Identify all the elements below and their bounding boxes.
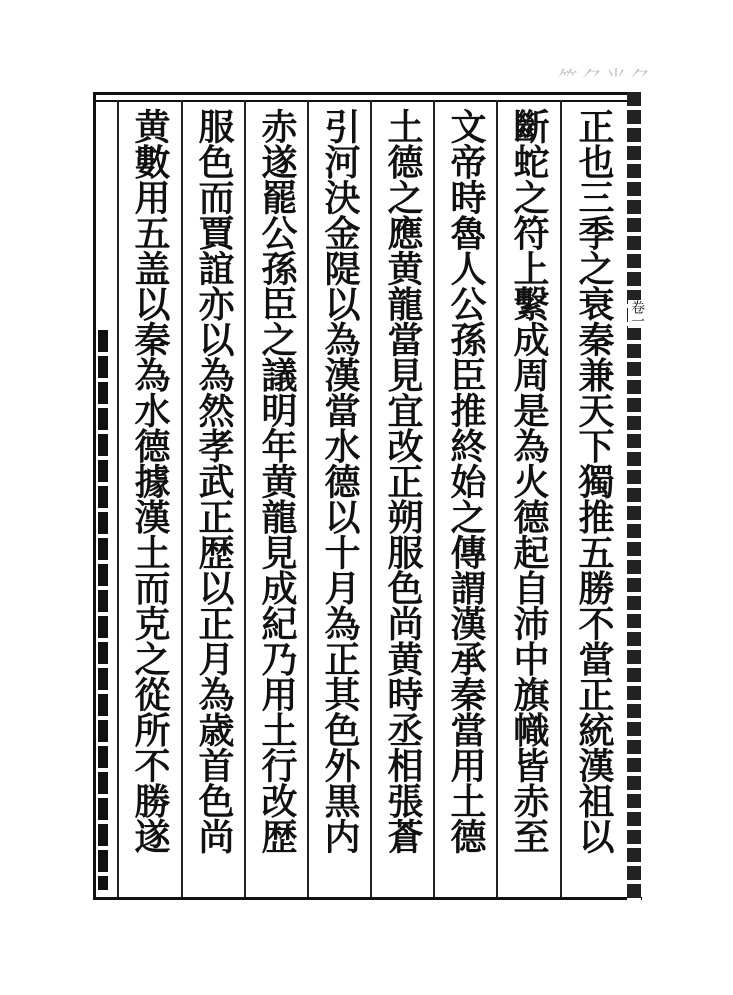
column-divider: [244, 100, 246, 897]
top-border-inner: [93, 100, 640, 102]
top-border-outer: [93, 92, 640, 95]
column-divider: [307, 100, 309, 897]
column-divider: [117, 100, 119, 897]
text-column-8: 黄數用五盖以秦為水德據漢土而克之從所不勝遂: [129, 108, 171, 854]
text-column-4: 土德之應黄龍當見宜改正朔服色尚黄時丞相張蒼: [382, 108, 424, 854]
fore-edge-band: [627, 92, 641, 900]
left-border: [93, 92, 96, 900]
column-divider: [496, 100, 498, 897]
text-column-3: 文帝時魯人公孫臣推終始之傳謂漢承秦當用土德: [445, 108, 487, 854]
column-divider: [560, 100, 562, 897]
column-divider: [433, 100, 435, 897]
column-divider: [370, 100, 372, 897]
text-column-2: 斷蛇之符上繫成周是為火德起自沛中旗幟皆赤至: [508, 108, 550, 854]
text-column-6: 赤遂罷公孫臣之議明年黄龍見成紀乃用土行改歴: [256, 108, 298, 854]
column-divider: [181, 100, 183, 897]
gutter-band: [98, 330, 108, 890]
fore-edge-label: 卷一: [629, 300, 645, 328]
text-column-7: 服色而賈誼亦以為然孝武正歴以正月為歳首色尚: [193, 108, 235, 854]
text-column-5: 引河決金隄以為漢當水德以十月為正其色外黒内: [319, 108, 361, 854]
bleed-through-marks: ⺮⺈⺌⺈: [558, 66, 654, 90]
bottom-border: [93, 897, 642, 900]
text-column-1: 正也三季之衰秦兼天下獨推五勝不當正統漢祖以: [573, 108, 615, 854]
